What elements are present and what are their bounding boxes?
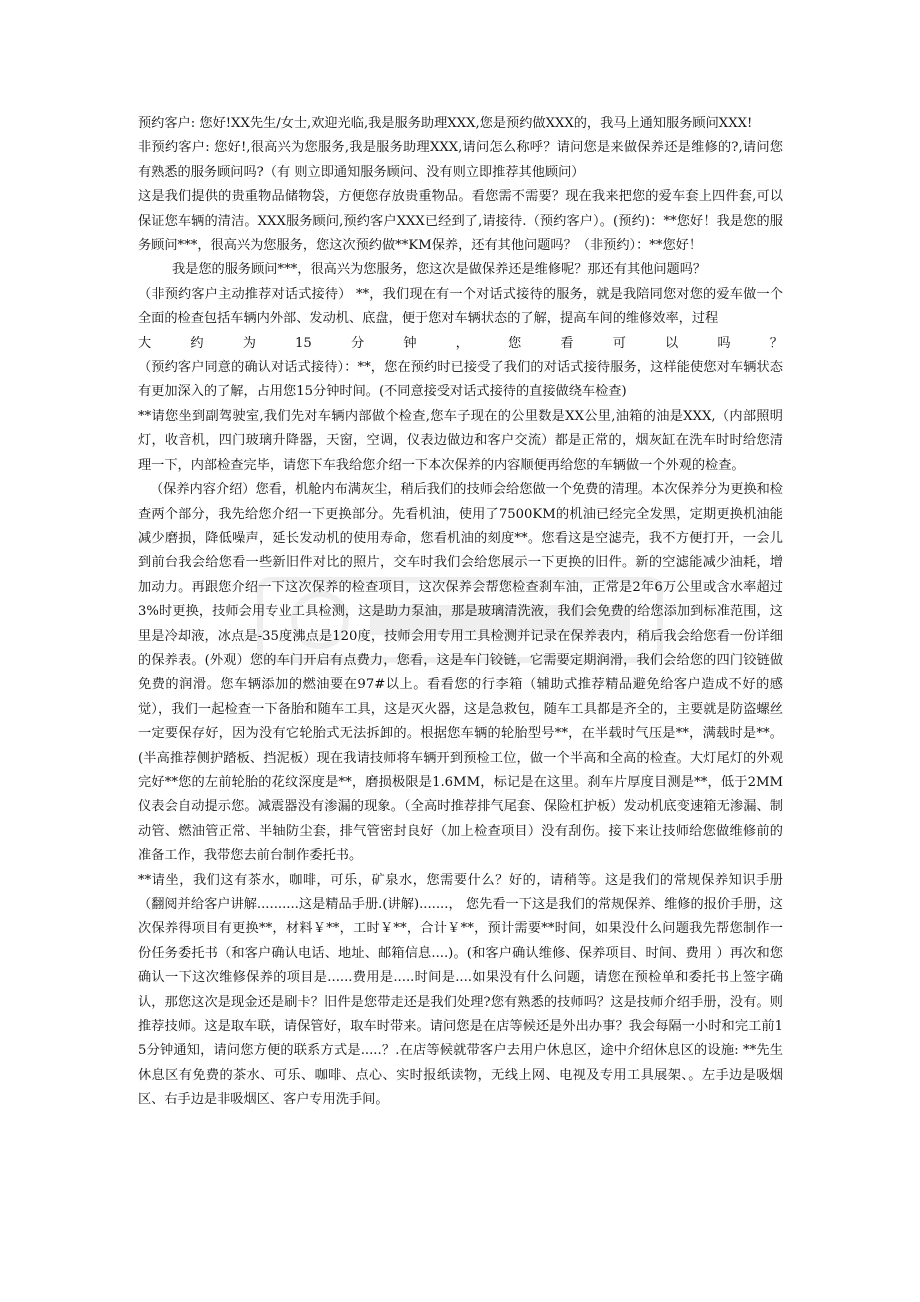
- paragraph-walkin-greeting: 非预约客户: 您好!,很高兴为您服务,我是服务助理XXX,请问怎么称呼？请问您是来做保养还是维修的?,请问您有熟悉的服务顾问吗?（有 则立即通知服务顾问、没有则立即推荐其他顾问）: [138, 140, 783, 180]
- spread-char: ，: [455, 335, 469, 351]
- spread-line: [138, 332, 783, 356]
- spread-char: 15: [295, 335, 312, 351]
- paragraph-dialog-confirm: （预约客户同意的确认对话式接待）：**，您在预约时已接受了我们的对话式接待服务，这样能使您对车辆状态有更加深入的了解，占用您15分钟时间。(不同意接受对话式接待的直接做绕车检查): [138, 360, 783, 400]
- spread-char: 约: [190, 335, 204, 351]
- spread-char: ？: [769, 335, 783, 351]
- spread-char: 分: [350, 335, 365, 351]
- spread-char: 看: [560, 335, 574, 351]
- paragraph-valuables-bag: 这是我们提供的贵重物品储物袋，方便您存放贵重物品。看您需不需要？现在我来把您的爱车套上四件套,可以保证您车辆的清洁。XXX服务顾问,预约客户XXX已经到了,请接待.（预约客户）。(预约)：**您好！我是您的服务顾问***，很高兴为您服务，您这次预约做**KM保养，还有其他问题吗？（非预约）：**您好！: [138, 189, 783, 254]
- spread-char: 您: [508, 335, 522, 351]
- paragraph-front-desk: **请坐，我们这有茶水，咖啡，可乐，矿泉水，您需要什么？好的，请稍等。这是我们的常规保养知识手册（翻阅并给客户讲解..........这是精品手册.(讲解).......， 您先看一下这是我们的常规保养、维修的报价手册，这次保养得项目有更换**，材料￥**，工时￥**，合计￥**，预计需要**时间，如果没什么问题我先帮您制作一份任务委托书（和客户确认电话、地址、邮箱信息....)。(和客户确认维修、保养项目、时间、费用 ）再次和您确认一下这次维修保养的项目是......费用是.....时间是....如果没有什么问题，请您在预检单和委托书上签字确认，那您这次是现金还是刷卡？旧件是您带走还是我们处理?您有熟悉的技师吗？这是技师介绍手册，没有。则推荐技师。这是取车联，请保管好，取车时带来。请问您是在店等候还是外出办事？我会每隔一小时和完工前15分钟通知，请问您方便的联系方式是.....？.在店等候就带客户去用户休息区，途中介绍休息区的设施: **先生休息区有免费的茶水、可乐、咖啡、点心、实时报纸读物，无线上网、电视及专用工具展架、。左手边是吸烟区、右手边是非吸烟区、客户专用洗手间。: [138, 872, 783, 1108]
- spread-char: 吗: [717, 335, 731, 351]
- spread-char: 钟: [403, 335, 417, 351]
- document-body: [138, 112, 783, 1113]
- spread-char: 大: [138, 335, 152, 351]
- paragraph-maintenance-intro: （保养内容介绍）您看，机舱内布满灰尘，稍后我们的技师会给您做一个免费的清理。本次保养分为更换和检查两个部分，我先给您介绍一下更换部分。先看机油，使用了7500KM的机油已经完全发黑，定期更换机油能减少磨损，降低噪声，延长发动机的使用寿命，您看机油的刻度**。您看这是空滤壳，我不方便打开，一会儿到前台我会给您看一些新旧件对比的照片，交车时我们会给您展示一下更换的旧件。新的空滤能减少油耗，增加动力。再跟您介绍一下这次保养的检查项目，这次保养会帮您检查刹车油，正常是2年6万公里或含水率超过3%时更换，技师会用专业工具检测，这是助力泵油，那是玻璃清洗液，我们会免费的给您添加到标准范围，这里是冷却液，冰点是-35度沸点是120度，技师会用专用工具检测并记录在保养表内，稍后我会给您看一份详细的保养表。(外观）您的车门开启有点费力，您看，这是车门铰链，它需要定期润滑，我们会给您的四门铰链做免费的润滑。您车辆添加的燃油要在97#以上。看看您的行李箱（辅助式推荐精品避免给客户造成不好的感觉），我们一起检查一下备胎和随车工具，这是灭火器，这是急救包，随车工具都是齐全的，主要就是防盗螺丝一定要保存好，因为没有它轮胎式无法拆卸的。根据您车辆的轮胎型号**，在半载时气压是**，满载时是**。(半高推荐侧护踏板、挡泥板）现在我请技师将车辆开到预检工位，做一个半高和全高的检查。大灯尾灯的外观完好**您的左前轮胎的花纹深度是**，磨损极限是1.6MM，标记是在这里。刹车片厚度目测是**，低于2MM仪表会自动提示您。减震器没有渗漏的现象。（全高时推荐排气尾套、保险杠护板）发动机底变速箱无渗漏、制动管、燃油管正常、半轴防尘套，排气管密封良好（加上检查项目）没有刮伤。接下来让技师给您做维修前的准备工作，我带您去前台制作委托书。: [138, 482, 783, 864]
- paragraph-dialog-reception: （非预约客户主动推荐对话式接待） **，我们现在有一个对话式接待的服务，就是我陪同您对您的爱车做一个全面的检查包括车辆内外部、发动机、底盘，便于您对车辆状态的了解，提高车间的维修效率，过程: [138, 286, 783, 327]
- paragraph-interior-check: **请您坐到副驾驶室,我们先对车辆内部做个检查,您车子现在的公里数是XX公里,油箱的油是XXX,（内部照明灯，收音机，四门玻璃升降器，天窗，空调，仪表边做边和客户交流）都是正常的，烟灰缸在洗车时时给您清理一下，内部检查完毕，请您下车我给您介绍一下本次保养的内容顺便再给您的车辆做一个外观的检查。: [138, 408, 783, 473]
- spread-char: 为: [242, 335, 256, 351]
- paragraph-reservation-greeting: 预约客户: 您好!XX先生/女士,欢迎光临,我是服务助理XXX,您是预约做XXX的，我马上通知服务顾问XXX!: [138, 116, 753, 131]
- paragraph-service-advisor: 我是您的服务顾问***，很高兴为您服务，您这次是做保养还是维修呢？那还有其他问题吗？: [172, 262, 707, 278]
- spread-char: 以: [665, 335, 679, 351]
- spread-char: 可: [612, 335, 626, 351]
